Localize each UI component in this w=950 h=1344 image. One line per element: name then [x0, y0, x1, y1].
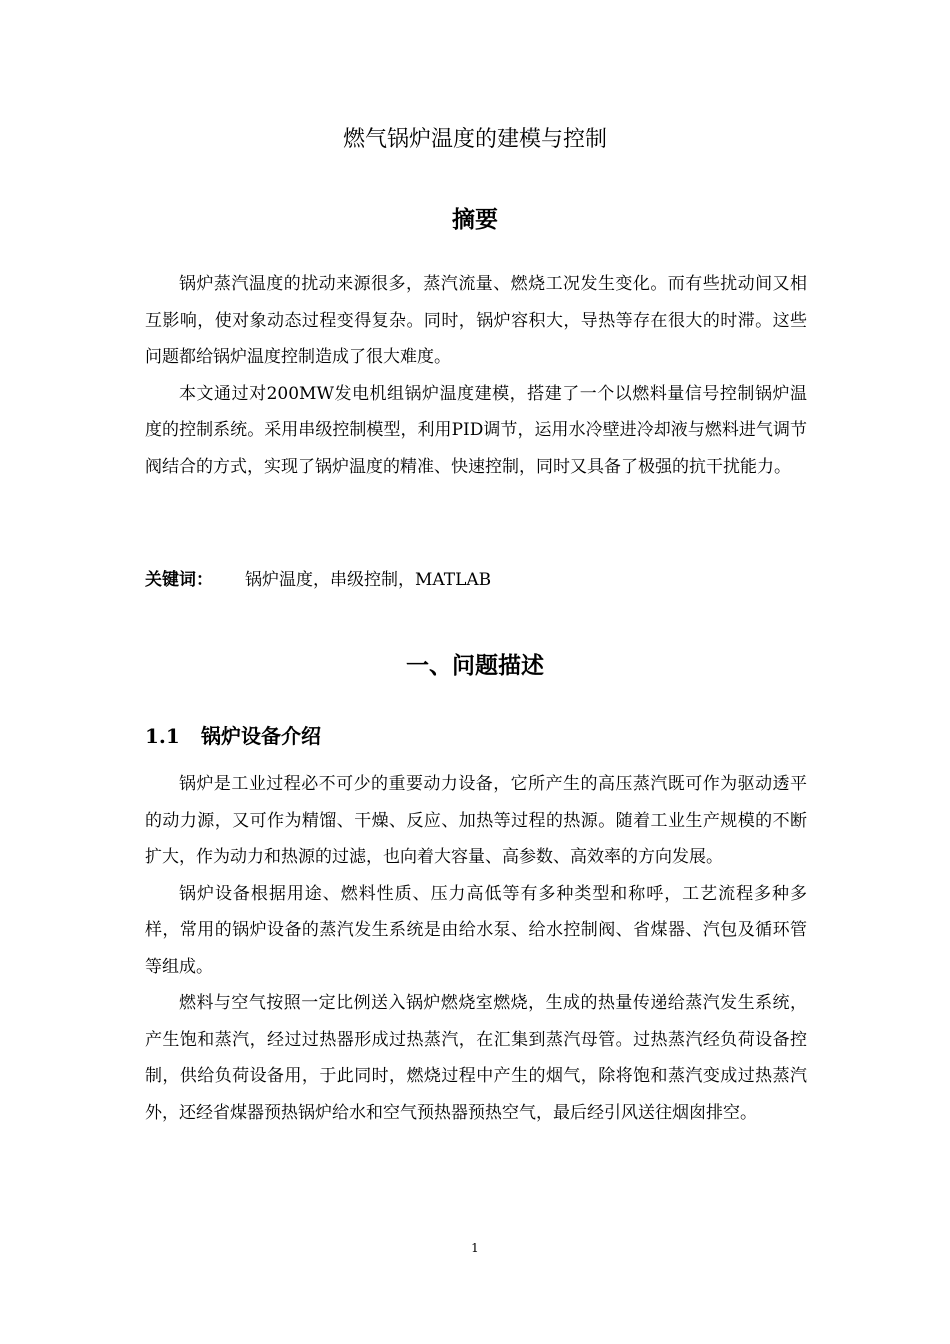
section-paragraph: 锅炉是工业过程必不可少的重要动力设备，它所产生的高压蒸汽既可作为驱动透平的动力源，又可作为精馏、干燥、反应、加热等过程的热源。随着工业生产规模的不断扩大，作为动力和热源的过滤，也向着大容量、高参数、高效率的方向发展。 — [145, 774, 807, 867]
abstract-body — [145, 266, 807, 485]
abstract-paragraph: 本文通过对200MW发电机组锅炉温度建模，搭建了一个以燃料量信号控制锅炉温度的控制系统。采用串级控制模型，利用PID调节，运用水冷壁进冷却液与燃料进气调节阀结合的方式，实现了锅炉温度的精准、快速控制，同时又具备了极强的抗干扰能力。 — [145, 383, 807, 477]
section-heading: 一、问题描述 — [406, 653, 544, 679]
keywords-value: 锅炉温度，串级控制，MATLAB — [245, 570, 492, 590]
abstract-heading: 摘要 — [452, 207, 498, 233]
subsection-number: 1.1 — [145, 724, 180, 748]
keywords-line — [145, 562, 491, 598]
keywords-label: 关键词： — [145, 570, 213, 590]
abstract-paragraph: 锅炉蒸汽温度的扰动来源很多，蒸汽流量、燃烧工况发生变化。而有些扰动间又相互影响，使对象动态过程变得复杂。同时，锅炉容积大，导热等存在很大的时滞。这些问题都给锅炉温度控制造成了很大难度。 — [145, 274, 807, 367]
subsection-title: 锅炉设备介绍 — [201, 724, 321, 748]
section-paragraph: 锅炉设备根据用途、燃料性质、压力高低等有多种类型和称呼，工艺流程多种多样，常用的锅炉设备的蒸汽发生系统是由给水泵、给水控制阀、省煤器、汽包及循环管等组成。 — [145, 883, 807, 977]
section-paragraph: 燃料与空气按照一定比例送入锅炉燃烧室燃烧，生成的热量传递给蒸汽发生系统，产生饱和蒸汽，经过过热器形成过热蒸汽，在汇集到蒸汽母管。过热蒸汽经负荷设备控制，供给负荷设备用，于此同时，燃烧过程中产生的烟气，除将饱和蒸汽变成过热蒸汽外，还经省煤器预热锅炉给水和空气预热器预热空气，最后经引风送往烟囱排空。 — [145, 993, 807, 1123]
subsection-heading — [145, 718, 321, 754]
section-body — [145, 766, 807, 1131]
document-title: 燃气锅炉温度的建模与控制 — [342, 127, 607, 152]
page-number: 1 — [471, 1241, 479, 1255]
